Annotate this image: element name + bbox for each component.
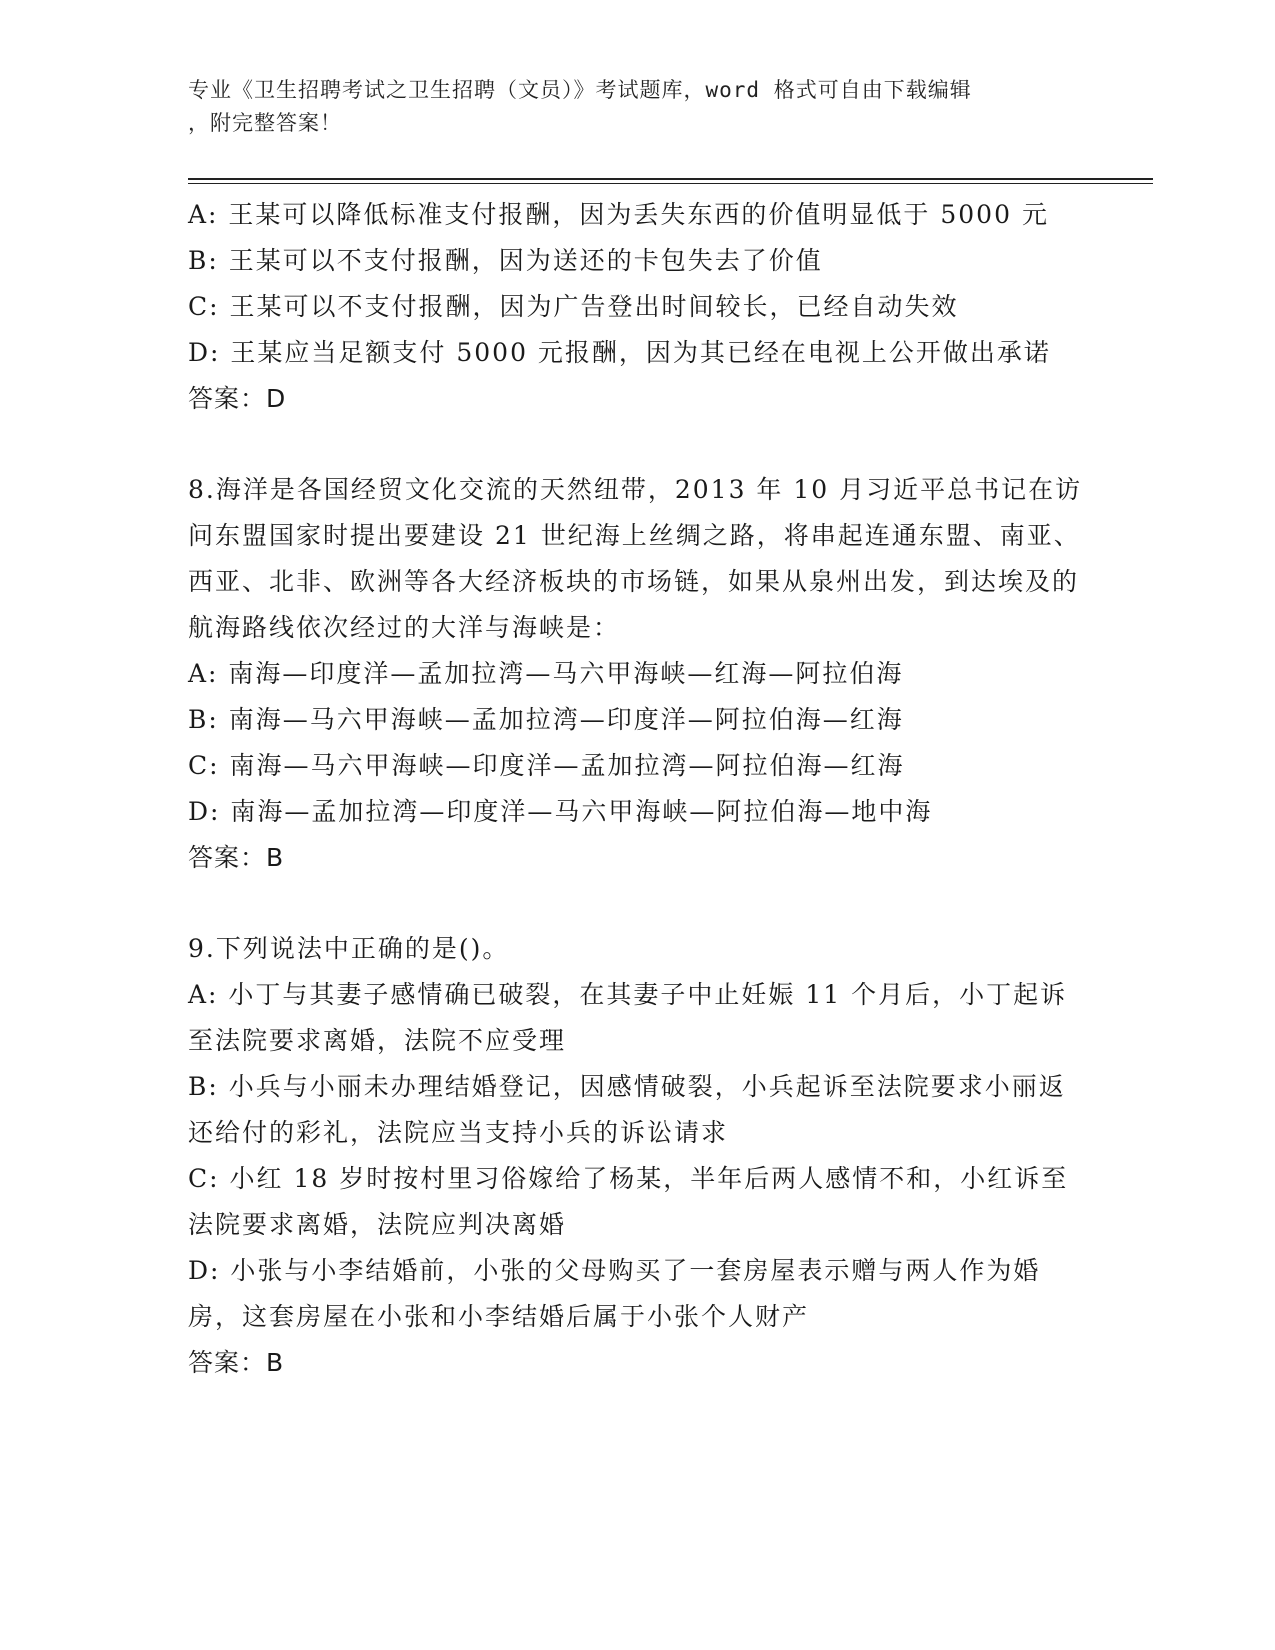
q9-question-text: 9.下列说法中正确的是()。 <box>188 934 510 963</box>
q9-answer: 答案：B <box>188 1348 285 1377</box>
spacer <box>188 422 1088 467</box>
q8-option-b: B: 南海—马六甲海峡—孟加拉湾—印度洋—阿拉伯海—红海 <box>188 705 904 734</box>
question-9 <box>188 926 1088 1386</box>
q8-question-text: 8.海洋是各国经贸文化交流的天然纽带，2013 年 10 月习近平总书记在访问东盟国家时提出要建设 21 世纪海上丝绸之路，将串起连通东盟、南亚、西亚、北非、欧洲等各大经济板块的市场链，如果从泉州出发，到达埃及的航海路线依次经过的大洋与海峡是： <box>188 475 1083 642</box>
q9-option-c: C: 小红 18 岁时按村里习俗嫁给了杨某，半年后两人感情不和，小红诉至法院要求离婚，法院应判决离婚 <box>188 1164 1069 1239</box>
document-header <box>188 74 1068 140</box>
header-rule-thin <box>188 183 1153 184</box>
q7-answer: 答案：D <box>188 384 287 413</box>
header-rule-thick <box>188 178 1153 180</box>
q7-option-b: B: 王某可以不支付报酬，因为送还的卡包失去了价值 <box>188 246 823 275</box>
spacer <box>188 881 1088 926</box>
q7-option-a: A: 王某可以降低标准支付报酬，因为丢失东西的价值明显低于 5000 元 <box>188 200 1049 229</box>
document-content <box>188 192 1088 1386</box>
q9-option-a: A: 小丁与其妻子感情确已破裂，在其妻子中止妊娠 11 个月后，小丁起诉至法院要求离婚，法院不应受理 <box>188 980 1068 1055</box>
header-line-1: 专业《卫生招聘考试之卫生招聘（文员）》考试题库，word 格式可自由下载编辑 <box>188 78 972 102</box>
q8-answer: 答案：B <box>188 843 285 872</box>
q8-option-a: A: 南海—印度洋—孟加拉湾—马六甲海峡—红海—阿拉伯海 <box>188 659 904 688</box>
q8-option-c: C: 南海—马六甲海峡—印度洋—孟加拉湾—阿拉伯海—红海 <box>188 751 905 780</box>
q7-option-c: C: 王某可以不支付报酬，因为广告登出时间较长，已经自动失效 <box>188 292 959 321</box>
question-7 <box>188 192 1088 422</box>
q9-option-d: D: 小张与小李结婚前，小张的父母购买了一套房屋表示赠与两人作为婚房，这套房屋在小张和小李结婚后属于小张个人财产 <box>188 1256 1041 1331</box>
header-line-2: ，附完整答案！ <box>188 111 342 135</box>
question-8 <box>188 467 1088 881</box>
q9-option-b: B: 小兵与小丽未办理结婚登记，因感情破裂，小兵起诉至法院要求小丽返还给付的彩礼，法院应当支持小兵的诉讼请求 <box>188 1072 1066 1147</box>
q7-option-d: D: 王某应当足额支付 5000 元报酬，因为其已经在电视上公开做出承诺 <box>188 338 1051 367</box>
q8-option-d: D: 南海—孟加拉湾—印度洋—马六甲海峡—阿拉伯海—地中海 <box>188 797 933 826</box>
